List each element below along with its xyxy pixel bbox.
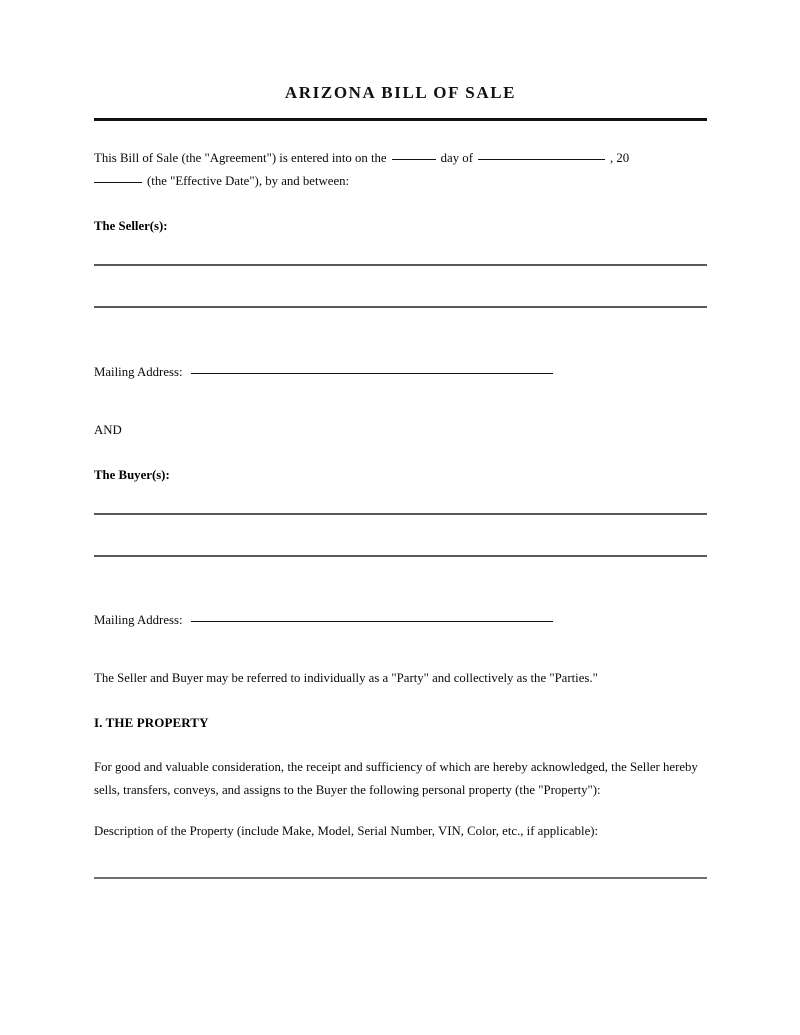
seller-section-label: The Seller(s): [94, 219, 168, 233]
year-blank-input[interactable] [94, 173, 142, 183]
buyer-mailing-address-input[interactable] [191, 612, 553, 622]
intro-text-effective-date: (the "Effective Date"), by and between: [147, 174, 350, 188]
day-blank-input[interactable] [392, 150, 436, 160]
intro-text-day-of: day of [440, 151, 473, 165]
property-description-label: Description of the Property (include Make, Model, Serial Number, VIN, Color, etc., if applicable): [94, 824, 599, 839]
page-title: ARIZONA BILL OF SALE [284, 83, 517, 102]
buyer-mailing-address-row [94, 609, 707, 632]
title-divider [94, 118, 707, 121]
intro-text-year-prefix: , 20 [609, 151, 630, 165]
consideration-paragraph: For good and valuable consideration, the receipt and sufficiency of which are hereby acknowledged, the Seller hereby sells, transfers, conveys, and assigns to the Buyer the following personal property (the "Property"): [94, 760, 698, 798]
buyer-mailing-address-label: Mailing Address: [94, 613, 183, 628]
document-content [94, 0, 707, 879]
seller-mailing-address-input[interactable] [191, 364, 553, 374]
parties-definition-paragraph: The Seller and Buyer may be referred to individually as a "Party" and collectively as the "Parties." [94, 671, 598, 686]
seller-mailing-address-row [94, 361, 707, 384]
intro-paragraph-line2 [94, 170, 707, 193]
property-description-input[interactable] [94, 877, 707, 879]
buyer-section-label: The Buyer(s): [94, 467, 170, 482]
seller-mailing-address-label: Mailing Address: [94, 364, 183, 379]
section-heading-property: I. THE PROPERTY [94, 715, 209, 731]
intro-paragraph [94, 147, 707, 170]
month-blank-input[interactable] [478, 150, 605, 160]
intro-text-before-day: This Bill of Sale (the "Agreement") is entered into on the [94, 151, 387, 165]
and-conjunction: AND [94, 422, 122, 437]
